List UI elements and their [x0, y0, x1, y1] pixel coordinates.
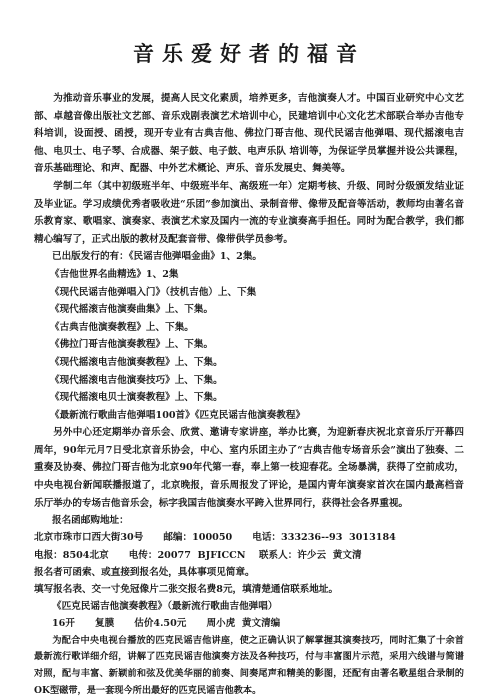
book-title: 《匹克民谣吉他演奏教程》（最新流行歌曲吉他弹唱） — [52, 601, 278, 613]
published-intro: 已出版发行的有：《民谣吉他弹唱金曲》1、2集。 — [52, 251, 263, 263]
book-authors: 周小虎 黄文清编 — [206, 618, 281, 630]
contact-telex: 电报：8504北京 — [34, 549, 109, 561]
list-item: 《现代摇滚吉他演奏曲集》上、下集。 — [50, 304, 214, 316]
event-paragraph: 另外中心还定期举办音乐会、欣赏、邀请专家讲座，举办比赛，为迎新春庆祝北京音乐厅开幕四周年，90年元月7日受北京音乐协会，中心、室内乐团主办了“古典吉他专场音乐会”演出了独奏、二重奏及协奏、佛拉门哥吉他为北京90年代第一春，奉上第一枝迎春花。全场暴满，获得了空前成功，中央电视台新闻联播报道了，北京晚报，音乐周报发了评论，是国内青年演奏家首次在国内最高档音乐厅举办的专场吉他音乐会，标字我国吉他演奏水平跨入世界同行，获得社会各界重视。 — [34, 427, 464, 509]
contact-row-1 — [34, 529, 464, 546]
list-item: 《现代民谣吉他弹唱入门》（技机吉他）上、下集 — [50, 286, 257, 298]
list-item: 《现代摇滚电吉他演奏教程》上、下集。 — [50, 356, 223, 368]
page-title: 音乐爱好者的福音 — [133, 42, 365, 66]
book-type: 复膜 — [95, 618, 115, 630]
book-price: 估价4.50元 — [134, 618, 187, 630]
published-list — [34, 248, 464, 424]
closing-paragraph: 为配合中央电视台播放的匹克民谣吉他讲座，使之正确认识了解掌握其演奏技巧，同时汇集了十余首最新流行歌详细介绍，讲解了匹克民谣吉他演奏方法及各种技巧，付与丰富图片示范，采用六线谱与简谱对照，配与丰富、新颖前和弦及优美华丽的前奏、间奏尾声和精美的影图，还配有由著名歌星组合录制的OK型磁带，是一套现今所出最好的匹克民谣吉他教本。 — [34, 634, 464, 697]
contact-postcode: 邮编：100050 — [163, 532, 233, 544]
contact-row-2 — [34, 547, 464, 564]
list-item: 《古典吉他演奏教程》上、下集。 — [50, 321, 194, 333]
contact-fax: 电传：20077 BJFICCN — [128, 549, 246, 561]
list-item: 《吉他世界名曲精选》1、2集 — [50, 268, 179, 280]
contact-note-2: 填写报名表、交一寸免冠像片二张交报名费8元，填清楚通信联系地址。 — [34, 584, 339, 596]
list-item: 《佛拉门哥吉他演奏教程》上、下集。 — [50, 339, 214, 351]
intro-paragraph-1: 为推动音乐事业的发展，提高人民文化素质，培养更多，吉他演奏人才。中国百业研究中心文艺部、卓越音像出版社文艺部、音乐戏剧表演艺术培训中心，民建培训中心文化艺术部联合举办吉他专科培训，设面授、函授，现开专业有古典吉他、佛拉门哥吉他、现代民谣吉他弹唱、现代摇滚电吉他、电贝士、电子琴、合成器、架子鼓、电子鼓、电声乐队 培训等，为保证学员掌握并设公共课程，音乐基础理论、和声、配器、中外艺术概论、声乐、音乐发展史、舞美等。 — [34, 93, 464, 175]
book-details — [34, 615, 464, 632]
list-item: 《现代摇滚电吉他演奏技巧》上、下集。 — [50, 374, 223, 386]
contact-label: 报名函邮购地址： — [52, 515, 129, 527]
list-item: 《现代摇滚电贝士演奏教程》上、下集。 — [50, 392, 223, 404]
contact-person: 联系人：许少云 黄文清 — [258, 549, 362, 561]
contact-address: 北京市珠市口西大街30号 — [34, 532, 144, 544]
contact-note-1: 报名者可函索、或直接到报名处，具体事项见简章。 — [34, 566, 255, 578]
contact-phone: 电话：333236--93 3013184 — [252, 532, 396, 544]
book-format: 16开 — [52, 618, 75, 630]
list-item: 《最新流行歌曲吉他弹唱100首》《匹克民谣吉他演奏教程》 — [50, 409, 306, 421]
intro-paragraph-2: 学制二年（其中初级班半年、中级班半年、高级班一年）定期考核、升级、同时分级颁发结业证及毕业证。学习成绩优秀者吸收进“乐团”参加演出、录制音带、像带及配音等活动，教师均由著名音乐教育家、歌唱家、演奏家、表演艺术家及国内一流的专业演奏高手担任。同时为配合教学，我们都精心编写了，正式出版的教材及配套音带、像带供学员参考。 — [34, 180, 464, 245]
